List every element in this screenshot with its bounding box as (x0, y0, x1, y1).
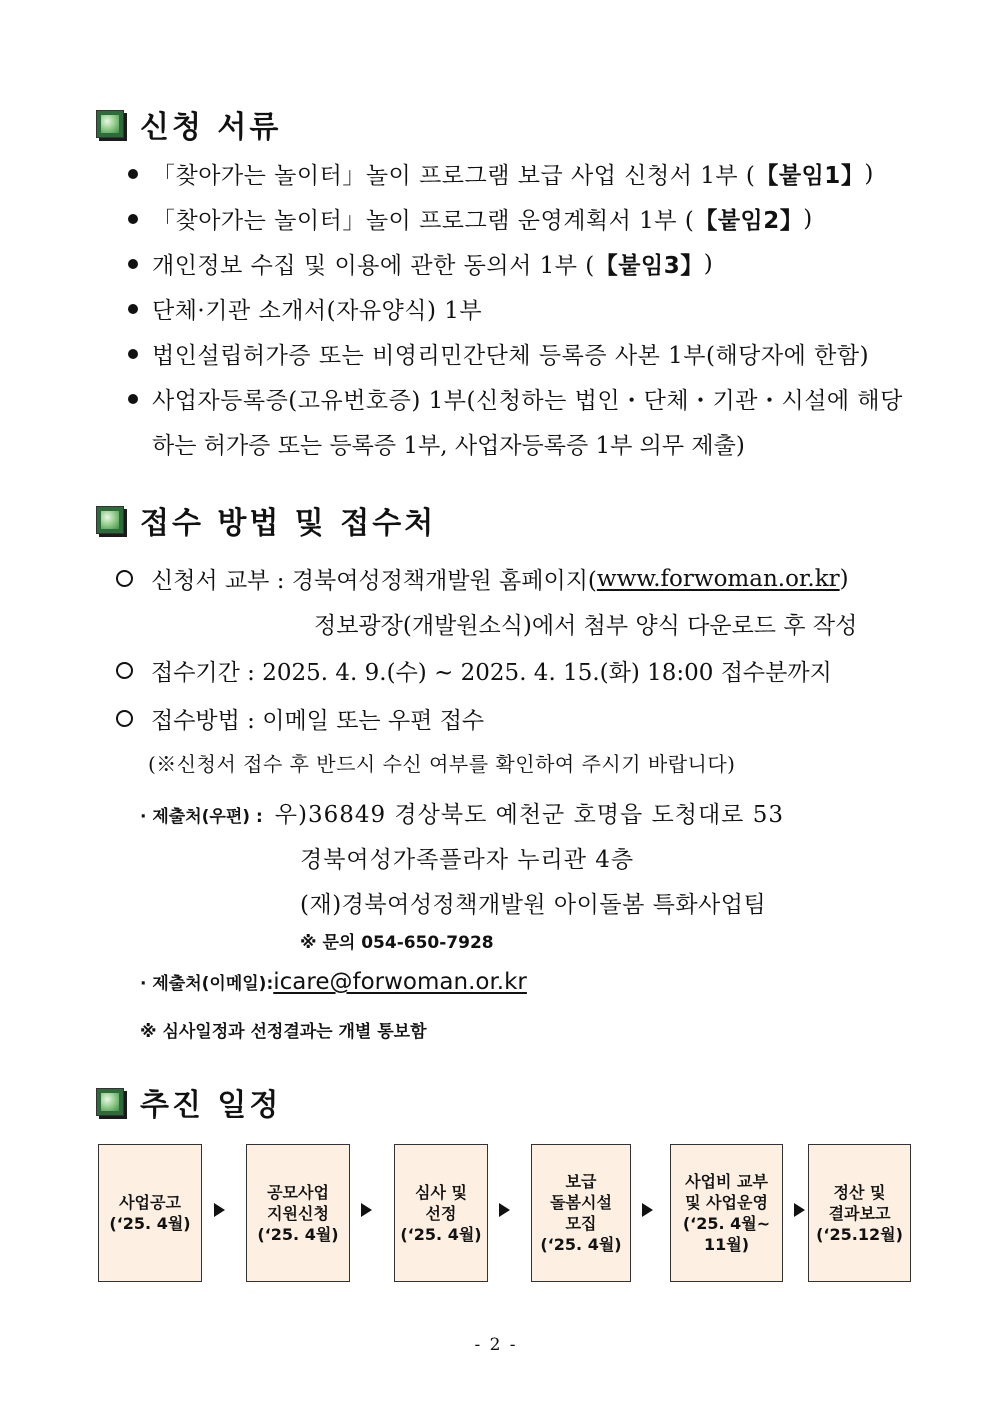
section-title: 신청 서류 (140, 110, 282, 145)
page-number: - 2 - (474, 1335, 518, 1355)
result-notice: ※ 심사일정과 선정결과는 개별 통보함 (140, 1022, 427, 1042)
attachment-label: 【붙임1】 (755, 163, 865, 189)
circle-bullet-icon (116, 570, 133, 587)
list-item: 단체·기관 소개서(자유양식) 1부 (128, 292, 482, 325)
bullet-dot-icon (128, 214, 138, 224)
contact-phone: ※ 문의 054-650-7928 (300, 933, 494, 953)
distribution-continuation: 정보광장(개발원소식)에서 첨부 양식 다운로드 후 작성 (314, 613, 858, 639)
schedule-step: 정산 및 결과보고 (‘25.12월) (808, 1144, 911, 1282)
bullet-dot-icon (128, 304, 138, 314)
green-square-bullet-icon (96, 110, 124, 138)
period-item: 접수기간 : 2025. 4. 9.(수) ~ 2025. 4. 15.(화) 18:00 접수분까지 (116, 654, 832, 687)
email-link[interactable]: icare@forwoman.or.kr (273, 969, 527, 995)
list-item: 사업자등록증(고유번호증) 1부(신청하는 법인・단체・기관・시설에 해당 (128, 382, 903, 415)
homepage-link[interactable]: www.forwoman.or.kr (596, 565, 840, 592)
list-item: 법인설립허가증 또는 비영리민간단체 등록증 사본 1부(해당자에 한함) (128, 337, 869, 370)
section-heading-schedule (96, 1082, 281, 1122)
schedule-step: 심사 및 선정 (‘25. 4월) (394, 1144, 488, 1282)
postal-address: · 제출처(우편) : 우)36849 경상북도 예천군 호명읍 도청대로 53 (140, 802, 784, 828)
green-square-bullet-icon (96, 1088, 124, 1116)
schedule-step: 사업비 교부 및 사업운영 (‘25. 4월~ 11월) (670, 1144, 783, 1282)
list-item: 「찾아가는 놀이터」놀이 프로그램 운영계획서 1부 ( 【붙임2】 ) (128, 202, 813, 235)
circle-bullet-icon (116, 710, 133, 727)
schedule-step: 공모사업 지원신청 (‘25. 4월) (246, 1144, 350, 1282)
list-item: 개인정보 수집 및 이용에 관한 동의서 1부 ( 【붙임3】 ) (128, 247, 713, 280)
bullet-dot-icon (128, 169, 138, 179)
arrow-right-icon (214, 1203, 225, 1217)
method-item: 접수방법 : 이메일 또는 우편 접수 (116, 702, 484, 735)
postal-address-line2: 경북여성가족플라자 누리관 4층 (300, 847, 635, 873)
schedule-step: 보급 돌봄시설 모집 (‘25. 4월) (531, 1144, 631, 1282)
section-title: 추진 일정 (140, 1088, 282, 1123)
circle-bullet-icon (116, 662, 133, 679)
schedule-step: 사업공고 (‘25. 4월) (98, 1144, 202, 1282)
section-heading-submission (96, 500, 436, 540)
email-submission (140, 969, 527, 995)
arrow-right-icon (499, 1203, 510, 1217)
email-label: · 제출처(이메일): (140, 974, 274, 994)
arrow-right-icon (642, 1203, 653, 1217)
section-heading-documents (96, 104, 281, 144)
arrow-right-icon (794, 1203, 805, 1217)
post-label: · 제출처(우편) : (140, 807, 263, 827)
distribution-item: 신청서 교부 : 경북여성정책개발원 홈페이지( www.forwoman.or.kr ) (116, 562, 849, 595)
notice-text: (※신청서 접수 후 반드시 수신 여부를 확인하여 주시기 바랍니다) (148, 752, 736, 776)
bullet-dot-icon (128, 394, 138, 404)
arrow-right-icon (361, 1203, 372, 1217)
attachment-label: 【붙임3】 (594, 253, 704, 279)
list-item: 「찾아가는 놀이터」놀이 프로그램 보급 사업 신청서 1부 ( 【붙임1】 ) (128, 157, 874, 190)
postal-address-line3: (재)경북여성정책개발원 아이돌봄 특화사업팀 (300, 892, 767, 918)
bullet-dot-icon (128, 259, 138, 269)
list-item-continuation: 하는 허가증 또는 등록증 1부, 사업자등록증 1부 의무 제출) (152, 433, 745, 459)
bullet-dot-icon (128, 349, 138, 359)
attachment-label: 【붙임2】 (694, 208, 804, 234)
section-title: 접수 방법 및 접수처 (140, 506, 437, 541)
green-square-bullet-icon (96, 506, 124, 534)
